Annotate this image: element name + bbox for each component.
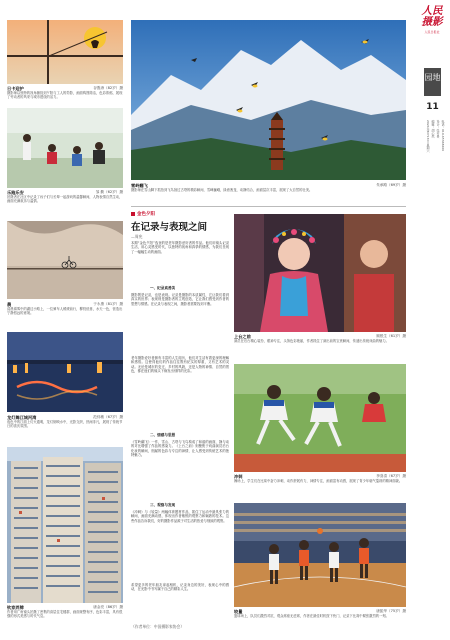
photo3-title: 晨	[7, 302, 12, 307]
photo7-text: 演员在后台精心装扮，眼神专注，头饰色彩艳丽，作者抓住了演出前的宝贵瞬间，传递出传统戏曲的魅力。	[234, 339, 389, 343]
photo4-meta: 范伟敏（67岁）摄	[93, 415, 123, 419]
photo5-title: 钦家弄牌	[7, 605, 24, 610]
side-meta-1: 2024年4月13日 星期六	[426, 120, 430, 153]
photo7-title: 上台之前	[234, 334, 251, 339]
article-para-3: 老年摄影爱好者拥有丰富的人生阅历，他们对生活有着更深的理解和感悟。这使得他们的作品往往既有纪实的厚重，又有艺术的灵动。无论是城市的变迁、乡村的风貌，还是人物的神情、自然的景色，都在他们的镜头下焕发出别样的光彩。	[131, 356, 229, 374]
photo3-meta: 于永康（81岁）摄	[93, 302, 123, 306]
section-label: 园地	[424, 68, 441, 96]
article-subhead-3: 三、观察与发现	[150, 503, 176, 507]
side-meta-3: 设计：张芳曼	[436, 120, 440, 138]
article-para-6: 希望更多的老年朋友拿起相机，记录身边的美好，表现心中的感动，在光影中书写属于自己的精彩人生。	[131, 583, 229, 592]
kicker-marker-icon	[131, 212, 135, 216]
photo1-text: 摄影师以独特的视角捕捉到夕阳与工人的剪影，画面构图简洁，色彩浓郁，展现了劳动者的风采与城市建设的活力。	[7, 91, 123, 100]
masthead-logo: 人民摄影	[421, 5, 443, 28]
photo8-title: 冲刺	[234, 474, 243, 479]
photo-misty-cyclist	[7, 221, 123, 299]
photo2-text: 拍摄者在社区中记录了孩子们与长辈一起游戏的温馨瞬间，人物表情自然生动，画面充满欢乐与温情。	[7, 195, 123, 204]
article-para-1: 本期“金色夕阳”选登的是老年摄影爱好者的作品。他们用镜头记录生活，用心灵感受时代，以独特的视角和真挚的情感，为我们呈现了一幅幅生动的画面。	[131, 241, 229, 254]
article-para-2: 摄影既是记录，也是表现。记录是摄影的本质属性，它让我们看到真实的世界；表现则是摄影者的主观创造，它让我们感受到作者的思想与情感。在记录与表现之间，摄影者需要找到平衡。	[131, 293, 229, 306]
feature-title: 在记录与表现之间	[131, 222, 208, 233]
page-number: 11	[426, 102, 439, 112]
divider	[131, 206, 406, 207]
photo6-title: 雪岭翻飞	[131, 183, 148, 188]
photo-night-lanterns	[7, 332, 123, 412]
photo8-text: 操场上，学生们在比赛中奋力冲刺，动作舒展有力，神情专注，画面富有动感，展现了青少年朝气蓬勃的精神面貌。	[234, 479, 403, 483]
photo-sprint-race	[234, 364, 406, 472]
photo2-meta: 邹 勤（62岁）摄	[95, 190, 123, 194]
photo5-meta: 唐金亮（86岁）摄	[93, 605, 123, 609]
photo6-text: 摄影师在雪山脚下抓拍到飞鸟掠过古塔的精彩瞬间，雪峰巍峨，绿意葱茏，动静结合，画面层次丰富，展现了大自然的壮美。	[131, 188, 313, 192]
photo1-meta: 谷胜涛（82岁）摄	[93, 86, 123, 90]
article-subhead-1: 一、纪录真善美	[150, 286, 176, 290]
photo6-meta: 朱承路（69岁）摄	[376, 183, 406, 187]
side-meta-4: 电话：010-65368466	[441, 120, 445, 152]
photo8-meta: 李喜清（67岁）摄	[376, 474, 406, 478]
side-meta-2: 编辑：胡心然	[431, 120, 435, 138]
photo3-text: 清晨薄雾中的湖边小路上，一位骑车人缓缓前行，柳枝低垂，水天一色，营造出宁静悠远的意境。	[7, 307, 123, 316]
photo9-text: 篮球场上，队员们激烈对抗，观众席座无虚席，作者在最佳时机按下快门，记录下比赛中紧张激烈的一刻。	[234, 614, 389, 618]
article-para-4: 《雪岭翻飞》一作，雪山、古塔与飞鸟构成了和谐的画面，静与动的对比增强了作品的感染力。《上台之前》则聚焦于戏曲演员后台化妆的瞬间，细腻的色彩与专注的神情，让人感受到传统艺术的独特魅力。	[131, 440, 229, 458]
feature-kicker: 金色夕阳	[131, 211, 155, 217]
photo5-text: 作者用广角镜头拍摄了密集的高层住宅楼群，画面规整有序，色彩丰富，具有很强的形式美感与时代气息。	[7, 610, 123, 619]
photo-apartment-blocks	[7, 447, 123, 603]
article-footer: （作者单位：中国摄影家协会）	[131, 624, 185, 629]
photo-snow-mountain-pagoda	[131, 20, 406, 180]
masthead-subtitle: 人民日报社	[424, 30, 440, 34]
feature-author: —周宪	[131, 234, 143, 239]
photo4-title: 龙灯舞江城河湾	[7, 415, 37, 420]
photo2-title: 乐跑乐安	[7, 190, 24, 195]
photo7-meta: 顾根生（61岁）摄	[376, 334, 406, 338]
photo4-text: 夜色中的江面上灯火通明，龙灯倒映水中，光影交织，热闹非凡，展现了传统节日的喜庆氛围。	[7, 420, 123, 429]
photo9-title: 较量	[234, 609, 243, 614]
article-para-5: 《冲刺》与《较量》两幅体育题材作品，抓住了运动中最具张力的瞬间，画面充满动感，体现出作者敏锐的观察力和娴熟的技术。这些作品告诉我们，好的摄影作品源于对生活的热爱与细致的观察。	[131, 510, 229, 523]
photo-basketball-game	[234, 503, 406, 607]
photo-children-playing	[7, 108, 123, 188]
photo-sunset-worker	[7, 20, 123, 84]
photo1-title: 日卡迎护	[7, 86, 24, 91]
photo9-meta: 唐振华（75岁）摄	[376, 609, 406, 613]
photo-opera-actress	[234, 214, 406, 332]
article-subhead-2: 二、情感与思想	[150, 433, 176, 437]
